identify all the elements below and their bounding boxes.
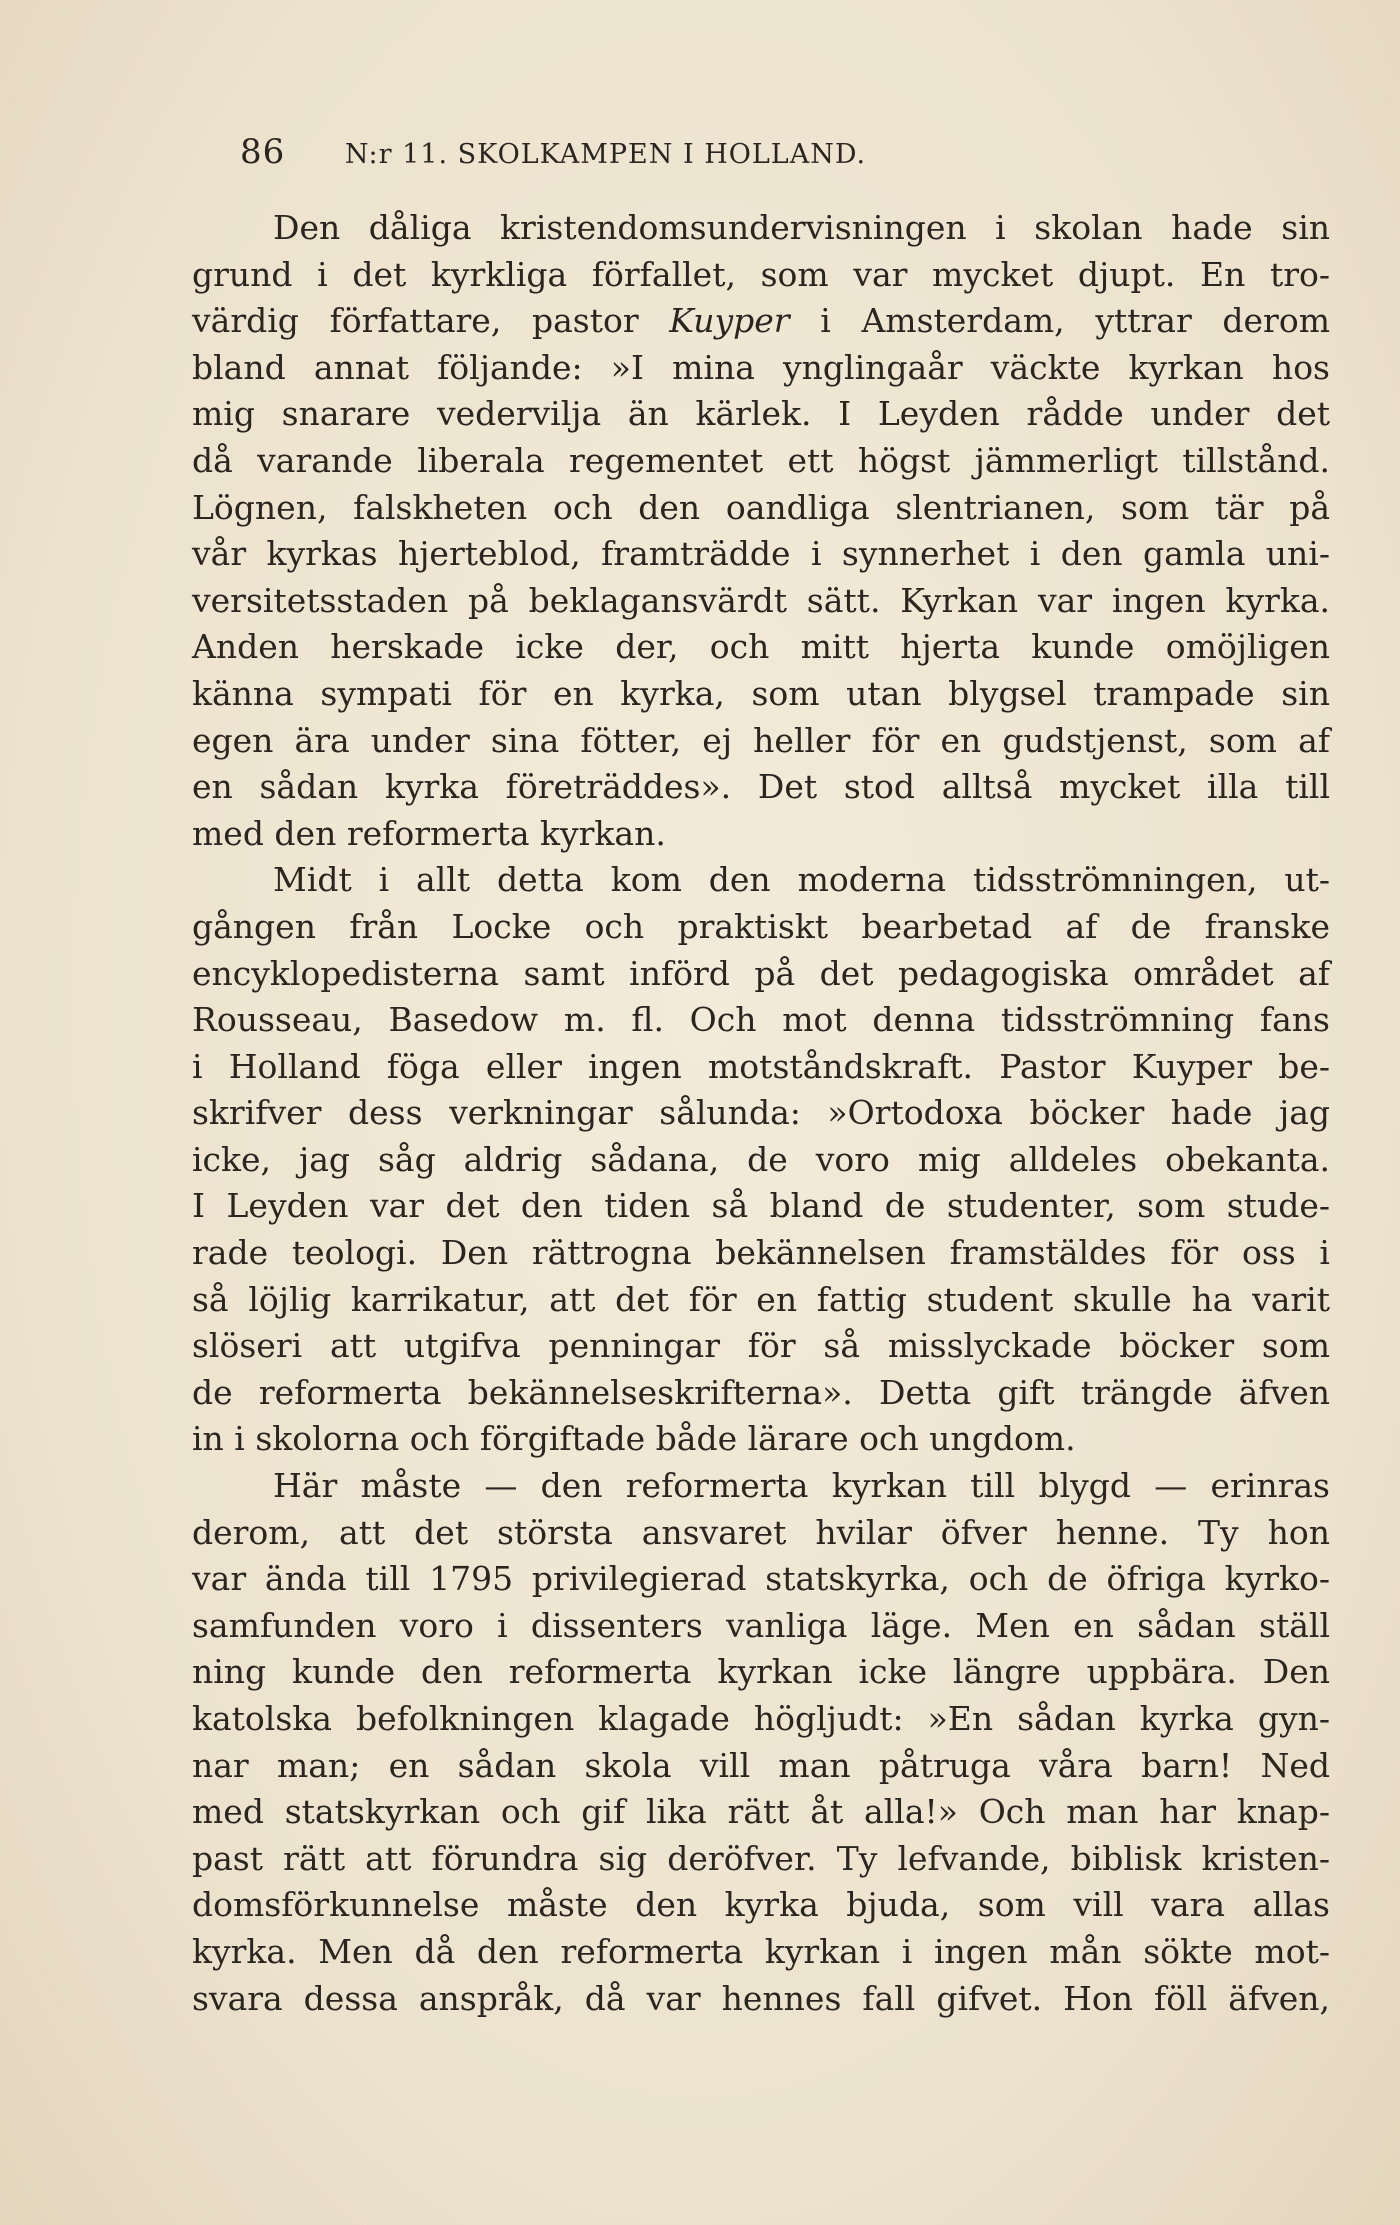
text-line: samfunden voro i dissenters vanliga läge. Men en sådan ställ [192, 1605, 1330, 1645]
body-text [192, 205, 1330, 2022]
text-line: i Holland föga eller ingen motståndskraft. Pastor Kuyper be- [192, 1046, 1330, 1086]
text-line: de reformerta bekännelseskrifterna». Detta gift trängde äfven [192, 1372, 1330, 1412]
text-line: slöseri att utgifva penningar för så misslyckade böcker som [192, 1326, 1330, 1366]
page-number: 86 [240, 132, 286, 172]
running-head [240, 132, 1140, 172]
text-line: icke, jag såg aldrig sådana, de voro mig alldeles obekanta. [192, 1139, 1330, 1179]
text-line: in i skolorna och förgiftade både lärare och ungdom. [192, 1419, 1076, 1459]
text-line: var ända till 1795 privilegierad statskyrka, och de öfriga kyrko- [192, 1559, 1330, 1599]
text-line: Midt i allt detta kom den moderna tidsströmningen, ut- [273, 860, 1330, 900]
text-line: rade teologi. Den rättrogna bekännelsen framstäldes för oss i [192, 1233, 1330, 1273]
text-line: gången från Locke och praktiskt bearbetad af de franske [192, 906, 1330, 946]
text-line: Här måste — den reformerta kyrkan till blygd — erinras [273, 1466, 1330, 1506]
text-line: Den dåliga kristendomsundervisningen i skolan hade sin [273, 208, 1330, 247]
text-line: vår kyrkas hjerteblod, framträdde i synnerhet i den gamla uni- [192, 534, 1330, 574]
text-line: med statskyrkan och gif lika rätt åt alla!» Och man har knap- [192, 1792, 1330, 1832]
text-line: kyrka. Men då den reformerta kyrkan i ingen mån sökte mot- [192, 1931, 1330, 1971]
text-line: Lögnen, falskheten och den oandliga slentrianen, som tär på [192, 487, 1330, 527]
text-line: värdig författare, pastor Kuyper i Amsterdam, yttrar derom [192, 301, 1330, 341]
text-line: nar man; en sådan skola vill man påtruga våra barn! Ned [192, 1745, 1330, 1785]
text-line: då varande liberala regementet ett högst jämmerligt tillstånd. [192, 440, 1330, 480]
author-name-emphasis: Kuyper [669, 301, 790, 341]
text-line: Rousseau, Basedow m. fl. Och mot denna tidsströmning fans [192, 1000, 1330, 1040]
text-line: katolska befolkningen klagade högljudt: »En sådan kyrka gyn- [192, 1699, 1330, 1738]
text-line: skrifver dess verkningar sålunda: »Ortodoxa böcker hade jag [192, 1093, 1330, 1133]
text-line: encyklopedisterna samt införd på det pedagogiska området af [192, 953, 1330, 993]
text-line: mig snarare vedervilja än kärlek. I Leyden rådde under det [192, 394, 1330, 434]
text-line: en sådan kyrka företräddes». Det stod alltså mycket illa till [192, 767, 1330, 807]
text-line: svara dessa anspråk, då var hennes fall gifvet. Hon föll äfven, [192, 1978, 1330, 2018]
text-line: Anden herskade icke der, och mitt hjerta kunde omöjligen [192, 627, 1330, 667]
text-line: domsförkunnelse måste den kyrka bjuda, som vill vara allas [192, 1885, 1330, 1925]
text-line: I Leyden var det den tiden så bland de studenter, som stude- [192, 1186, 1330, 1226]
text-line: versitetsstaden på beklagansvärdt sätt. Kyrkan var ingen kyrka. [192, 580, 1330, 620]
text-line: ning kunde den reformerta kyrkan icke längre uppbära. Den [192, 1652, 1330, 1692]
running-title: N:r 11. SKOLKAMPEN I HOLLAND. [344, 139, 867, 170]
text-line: känna sympati för en kyrka, som utan blygsel trampade sin [192, 673, 1330, 713]
text-line: bland annat följande: »I mina ynglingaår väckte kyrkan hos [192, 347, 1330, 387]
text-line: med den reformerta kyrkan. [192, 813, 666, 853]
text-line: past rätt att förundra sig deröfver. Ty lefvande, biblisk kristen- [192, 1838, 1330, 1878]
text-line: derom, att det största ansvaret hvilar öfver henne. Ty hon [192, 1512, 1330, 1552]
text-line: grund i det kyrkliga förfallet, som var mycket djupt. En tro- [192, 254, 1330, 294]
text-line: så löjlig karrikatur, att det för en fattig student skulle ha varit [192, 1279, 1330, 1319]
text-line: egen ära under sina fötter, ej heller för en gudstjenst, som af [192, 720, 1330, 760]
